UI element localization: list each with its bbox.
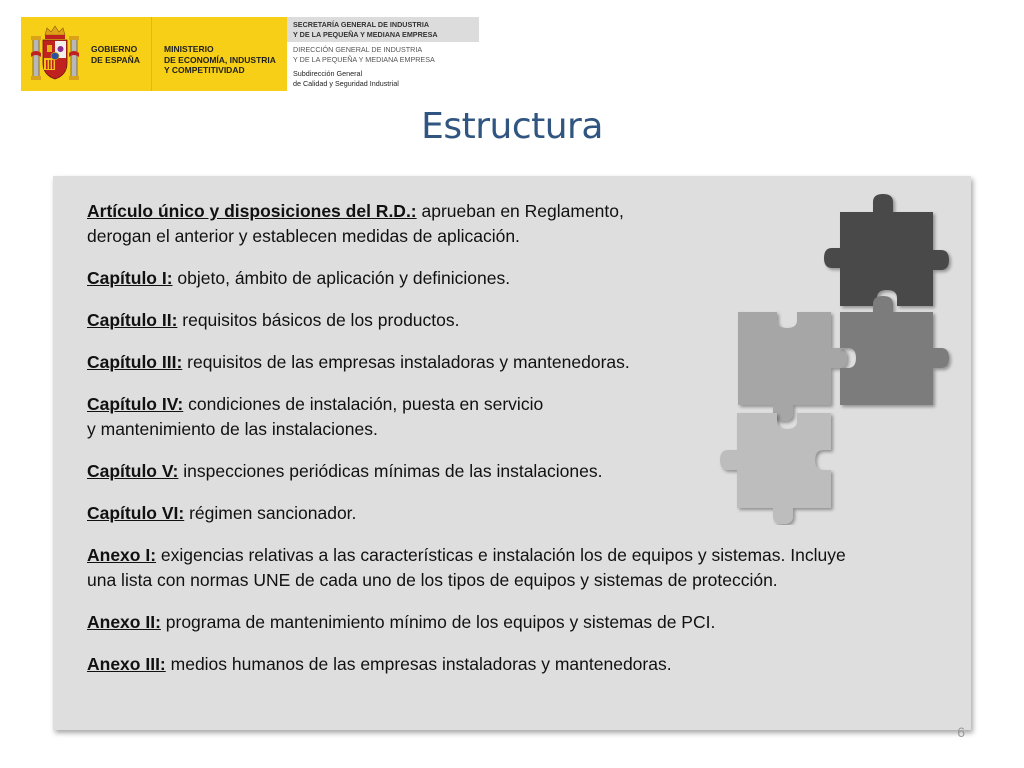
- secretaria-name: [293, 20, 438, 39]
- item-text: exigencias relativas a las características e instalación los de equipos y sistemas. Incluye: [156, 545, 846, 565]
- item-label: Capítulo III:: [87, 352, 183, 372]
- item-text: medios humanos de las empresas instaladoras y mantenedoras.: [165, 654, 672, 674]
- item-text-continued: y mantenimiento de las instalaciones.: [87, 419, 378, 439]
- direccion-line-1: DIRECCIÓN GENERAL DE INDUSTRIA: [293, 45, 423, 54]
- subdireccion-name: [293, 69, 399, 88]
- list-item: [87, 501, 947, 526]
- list-item: [87, 199, 947, 249]
- list-item: [87, 543, 947, 593]
- item-text-continued: derogan el anterior y establecen medidas de aplicación.: [87, 226, 520, 246]
- item-text: requisitos de las empresas instaladoras y mantenedoras.: [182, 352, 630, 372]
- item-text: régimen sancionador.: [184, 503, 357, 523]
- gobierno-de-espana: [91, 44, 140, 66]
- subdireccion-line-2: de Calidad y Seguridad Industrial: [293, 78, 399, 88]
- item-text: requisitos básicos de los productos.: [177, 310, 460, 330]
- item-label: Anexo III:: [87, 654, 166, 674]
- slide-title: Estructura: [421, 106, 603, 147]
- item-text: objeto, ámbito de aplicación y definiciones.: [172, 268, 511, 288]
- structure-list: [87, 199, 947, 694]
- gobierno-line-1: GOBIERNO: [91, 44, 138, 54]
- item-text: inspecciones periódicas mínimas de las instalaciones.: [178, 461, 603, 481]
- item-label: Anexo II:: [87, 612, 161, 632]
- list-item: [87, 350, 947, 375]
- item-label: Capítulo I:: [87, 268, 173, 288]
- list-item: [87, 392, 947, 442]
- list-item: [87, 652, 947, 677]
- logo-divider: [151, 17, 152, 91]
- item-label: Capítulo IV:: [87, 394, 184, 414]
- ministerio-line-1: MINISTERIO: [164, 44, 214, 54]
- item-label: Artículo único y disposiciones del R.D.:: [87, 201, 417, 221]
- gobierno-line-2: DE ESPAÑA: [91, 55, 140, 65]
- list-item: [87, 610, 947, 635]
- secretaria-line-2: Y DE LA PEQUEÑA Y MEDIANA EMPRESA: [293, 29, 438, 39]
- item-text: aprueban en Reglamento,: [416, 201, 624, 221]
- list-item: [87, 459, 947, 484]
- ministry-header: [21, 17, 479, 91]
- item-label: Anexo I:: [87, 545, 157, 565]
- coat-of-arms-icon: [31, 25, 79, 83]
- secretaria-line-1: SECRETARÍA GENERAL DE INDUSTRIA: [293, 20, 430, 29]
- ministerio-line-2: DE ECONOMÍA, INDUSTRIA: [164, 54, 276, 65]
- list-item: [87, 266, 947, 291]
- item-text: condiciones de instalación, puesta en servicio: [183, 394, 544, 414]
- ministerio-name: [164, 44, 276, 76]
- item-text-continued: una lista con normas UNE de cada uno de los tipos de equipos y sistemas de protección.: [87, 570, 778, 590]
- item-text: programa de mantenimiento mínimo de los equipos y sistemas de PCI.: [160, 612, 716, 632]
- page-number: 6: [957, 724, 965, 740]
- direccion-name: [293, 45, 435, 64]
- ministerio-line-3: Y COMPETITIVIDAD: [164, 65, 245, 75]
- item-label: Capítulo II:: [87, 310, 178, 330]
- list-item: [87, 308, 947, 333]
- item-label: Capítulo V:: [87, 461, 179, 481]
- direccion-line-2: Y DE LA PEQUEÑA Y MEDIANA EMPRESA: [293, 54, 435, 64]
- item-label: Capítulo VI:: [87, 503, 185, 523]
- subdireccion-line-1: Subdirección General: [293, 69, 363, 78]
